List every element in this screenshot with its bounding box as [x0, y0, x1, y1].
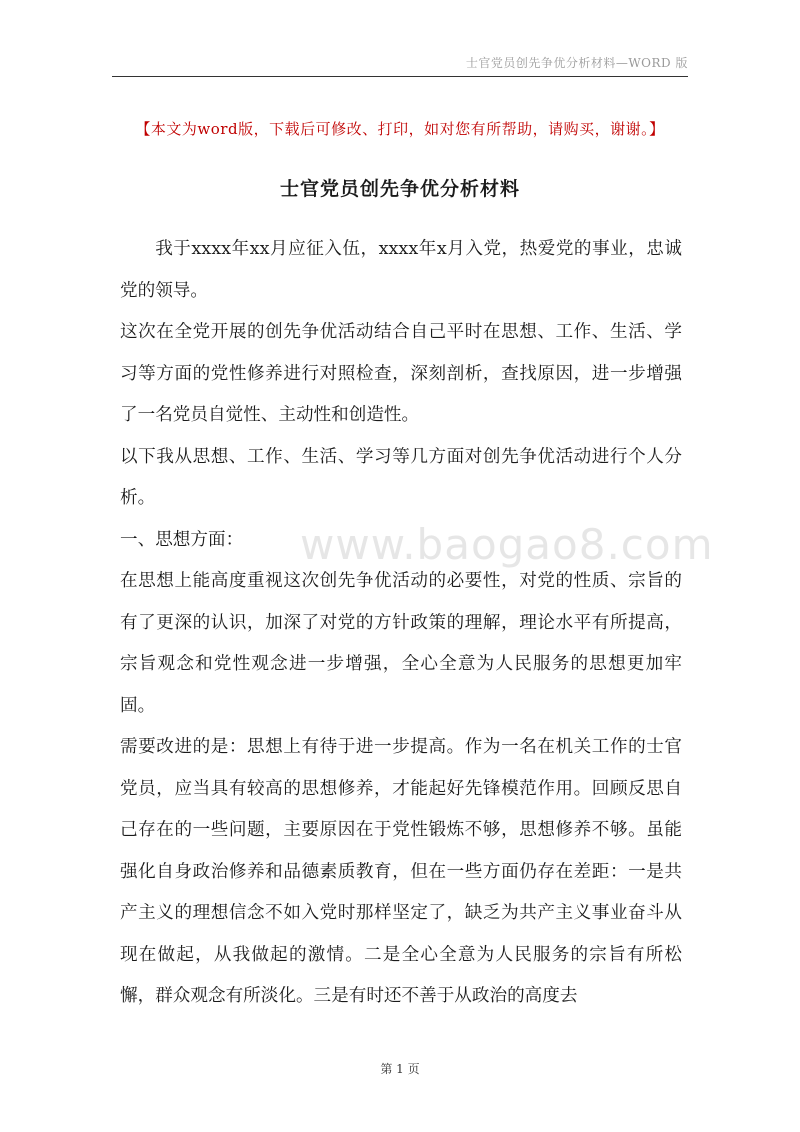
running-header: 士官党员创先争优分析材料—WORD 版 — [465, 56, 688, 70]
paragraph-overview: 以下我从思想、工作、生活、学习等几方面对创先争优活动进行个人分析。 — [120, 446, 682, 508]
paragraph-thought-improvements: 需要改进的是：思想上有待于进一步提高。作为一名在机关工作的士官党员，应当具有较高的思想修养，才能起好先锋模范作用。回顾反思自己存在的一些问题，主要原因在于党性锻炼不够，思想修养不够。虽能强化自身政治修养和品德素质教育，但在一些方面仍存在差距：一是共产主义的理想信念不如入党时那样坚定了，缺乏为共产主义事业奋斗从现在做起，从我做起的激情。二是全心全意为人民服务的宗旨有所松懈，群众观念有所淡化。三是有时还不善于从政治的高度去 — [120, 737, 682, 1006]
section-heading-thought: 一、思想方面： — [120, 529, 244, 550]
paragraph-thought-strengths: 在思想上能高度重视这次创先争优活动的必要性，对党的性质、宗旨的有了更深的认识，加深了对党的方针政策的理解，理论水平有所提高，宗旨观念和党性观念进一步增强，全心全意为人民服务的思想更加牢固。 — [120, 571, 682, 716]
purchase-notice: 【本文为word版，下载后可修改、打印，如对您有所帮助，请购买，谢谢。】 — [135, 120, 665, 138]
paragraph-purpose: 这次在全党开展的创先争优活动结合自己平时在思想、工作、生活、学习等方面的党性修养进行对照检查，深刻剖析，查找原因，进一步增强了一名党员自觉性、主动性和创造性。 — [120, 322, 682, 425]
document-title: 士官党员创先争优分析材料 — [279, 178, 520, 200]
paragraph-intro: 我于xxxx年xx月应征入伍，xxxx年x月入党，热爱党的事业，忠诚党的领导。 — [120, 239, 682, 301]
document-body — [120, 229, 682, 1018]
page-number: 第 1 页 — [380, 1062, 420, 1076]
header-divider — [112, 76, 688, 77]
watermark: www.baogao8.com — [300, 520, 714, 569]
